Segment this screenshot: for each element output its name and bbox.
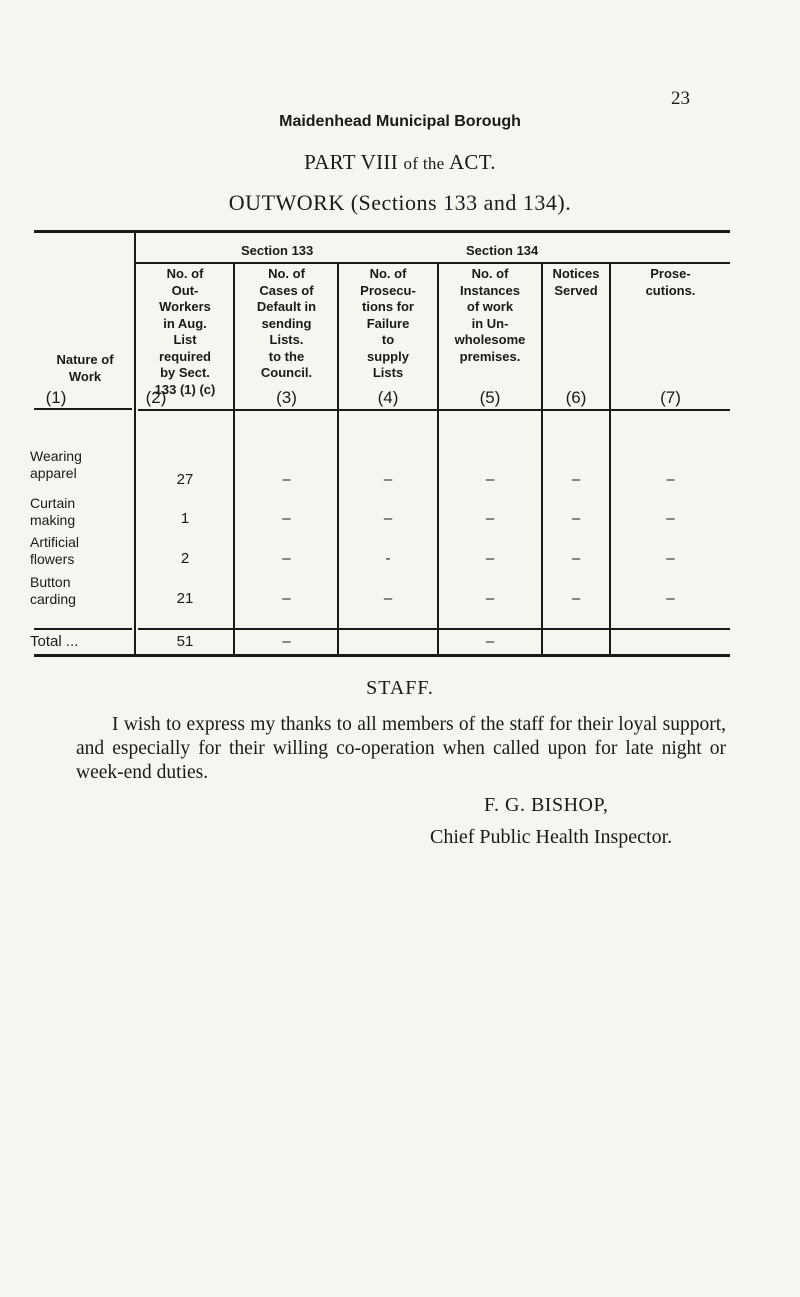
- total-label: Total ...: [30, 633, 79, 650]
- row-nature: Wearing apparel: [30, 448, 82, 481]
- table-cell: 2: [180, 550, 190, 567]
- total-cell: –: [485, 633, 495, 650]
- table-cell: –: [485, 590, 495, 607]
- table-cell: –: [485, 550, 495, 567]
- report-title: Maidenhead Municipal Borough: [279, 113, 521, 130]
- col-header-prosecutions-failure: No. of Prosecu- tions for Failure to supply Lists: [360, 266, 416, 380]
- table-cell: –: [571, 590, 581, 607]
- col-number-5: (5): [479, 388, 501, 407]
- section-134-label: Section 134: [466, 243, 539, 258]
- col-header-unwholesome: No. of Instances of work in Un- wholesome premises.: [454, 266, 526, 364]
- table-cell: –: [571, 550, 581, 567]
- table-cell: –: [485, 510, 495, 527]
- total-cell: 51: [176, 633, 194, 650]
- signature-name: F. G. BISHOP,: [484, 794, 609, 816]
- row-nature: Curtain making: [30, 495, 76, 528]
- col-number-2: (2): [145, 388, 167, 407]
- table-cell: –: [666, 471, 675, 488]
- table-cell: –: [282, 590, 291, 607]
- table-cell: 1: [180, 510, 190, 527]
- total-top-rule-right: [138, 628, 730, 630]
- part-heading-suffix: ACT.: [448, 150, 496, 174]
- header-bottom-rule-right: [138, 409, 730, 411]
- table-cell: –: [485, 471, 495, 488]
- table-cell: –: [383, 510, 393, 527]
- outwork-heading: OUTWORK (Sections 133 and 134).: [228, 190, 572, 215]
- table-cell: -: [385, 550, 391, 567]
- part-heading-connector: of the: [403, 154, 445, 173]
- table-cell: –: [383, 590, 393, 607]
- section-133-label: Section 133: [241, 243, 314, 258]
- row-nature: Artificial flowers: [30, 534, 80, 567]
- section-divider-rule: [134, 262, 730, 264]
- col-number-1: (1): [45, 388, 67, 407]
- row-nature: Button carding: [30, 574, 76, 607]
- table-top-rule: [34, 230, 730, 233]
- header-bottom-rule-left: [34, 408, 132, 410]
- table-cell: –: [383, 471, 393, 488]
- col-number-3: (3): [276, 388, 297, 407]
- table-cell: –: [666, 590, 675, 607]
- col-header-prosecutions: Prose- cutions.: [645, 266, 696, 298]
- col-number-6: (6): [565, 388, 587, 407]
- staff-paragraph: I wish to express my thanks to all members of the staff for their loyal support, and especially for their willing co-operation when called upon for late night or week-end duties.: [76, 714, 726, 783]
- table-cell: –: [666, 510, 675, 527]
- page-number: 23: [671, 88, 690, 109]
- col-number-7: (7): [660, 388, 681, 407]
- col-header-default-cases: No. of Cases of Default in sending Lists. to the Council.: [256, 266, 317, 380]
- col-header-outworkers: No. of Out- Workers in Aug. List required by Sect. 133 (1) (c): [154, 266, 216, 397]
- col-header-nature: Nature of Work: [56, 352, 114, 384]
- table-cell: –: [666, 550, 675, 567]
- col-header-notices: Notices Served: [552, 266, 600, 298]
- table-cell: –: [571, 471, 581, 488]
- table-cell: 27: [176, 471, 194, 488]
- col-number-4: (4): [377, 388, 399, 407]
- signature-title: Chief Public Health Inspector.: [430, 826, 673, 848]
- table-bottom-rule: [34, 654, 730, 657]
- table-cell: –: [282, 471, 291, 488]
- table-cell: –: [282, 510, 291, 527]
- staff-heading: STAFF.: [366, 677, 434, 699]
- part-heading: [0, 150, 800, 175]
- total-cell: –: [282, 633, 291, 650]
- table-cell: –: [571, 510, 581, 527]
- table-cell: –: [282, 550, 291, 567]
- part-heading-prefix: PART VIII: [304, 150, 398, 174]
- table-cell: 21: [176, 590, 194, 607]
- total-top-rule-left: [34, 628, 132, 630]
